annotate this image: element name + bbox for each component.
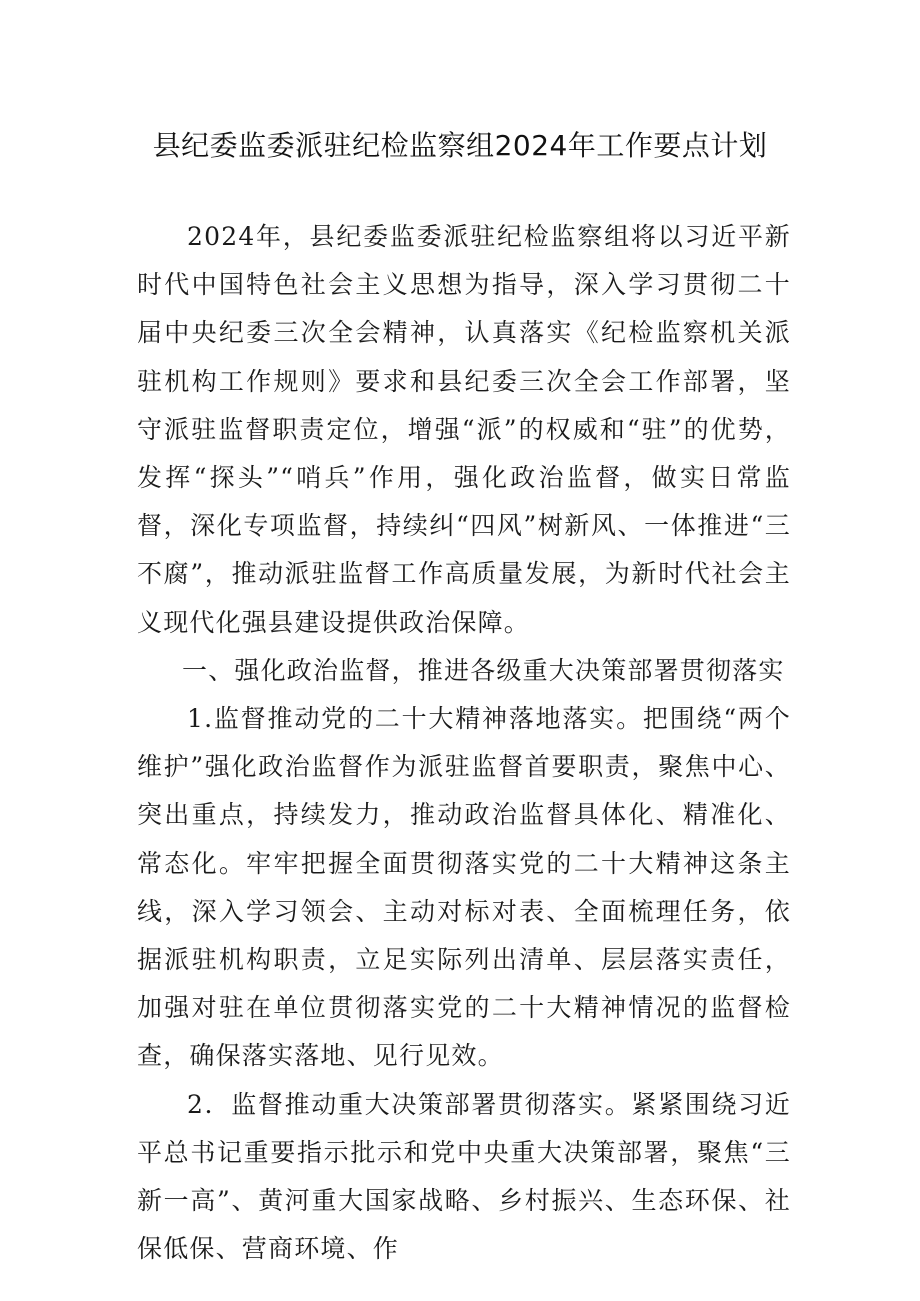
item-paragraph-2: 2．监督推动重大决策部署贯彻落实。紧紧围绕习近平总书记重要指示批示和党中央重大决策部署，聚焦“三新一高”、黄河重大国家战略、乡村振兴、生态环保、社保低保、营商环境、作	[137, 1089, 791, 1264]
section-heading-1: 一、强化政治监督，推进各级重大决策部署贯彻落实	[182, 655, 785, 685]
document-body	[137, 213, 791, 1273]
item-paragraph-1: 1.监督推动党的二十大精神落地落实。把围绕“两个维护”强化政治监督作为派驻监督首要职责，聚焦中心、突出重点，持续发力，推动政治监督具体化、精准化、常态化。牢牢把握全面贯彻落实党的二十大精神这条主线，深入学习领会、主动对标对表、全面梳理任务，依据派驻机构职责，立足实际列出清单、层层落实责任，加强对驻在单位贯彻落实党的二十大精神情况的监督检查，确保落实落地、见行见效。	[137, 704, 791, 1071]
document-title: 县纪委监委派驻纪检监察组2024年工作要点计划	[152, 129, 768, 162]
intro-paragraph: 2024年，县纪委监委派驻纪检监察组将以习近平新时代中国特色社会主义思想为指导，深入学习贯彻二十届中央纪委三次全会精神，认真落实《纪检监察机关派驻机构工作规则》要求和县纪委三次全会工作部署，坚守派驻监督职责定位，增强“派”的权威和“驻”的优势，发挥“探头”“哨兵”作用，强化政治监督，做实日常监督，深化专项监督，持续纠“四风”树新风、一体推进“三不腐”，推动派驻监督工作高质量发展，为新时代社会主义现代化强县建设提供政治保障。	[137, 222, 791, 637]
